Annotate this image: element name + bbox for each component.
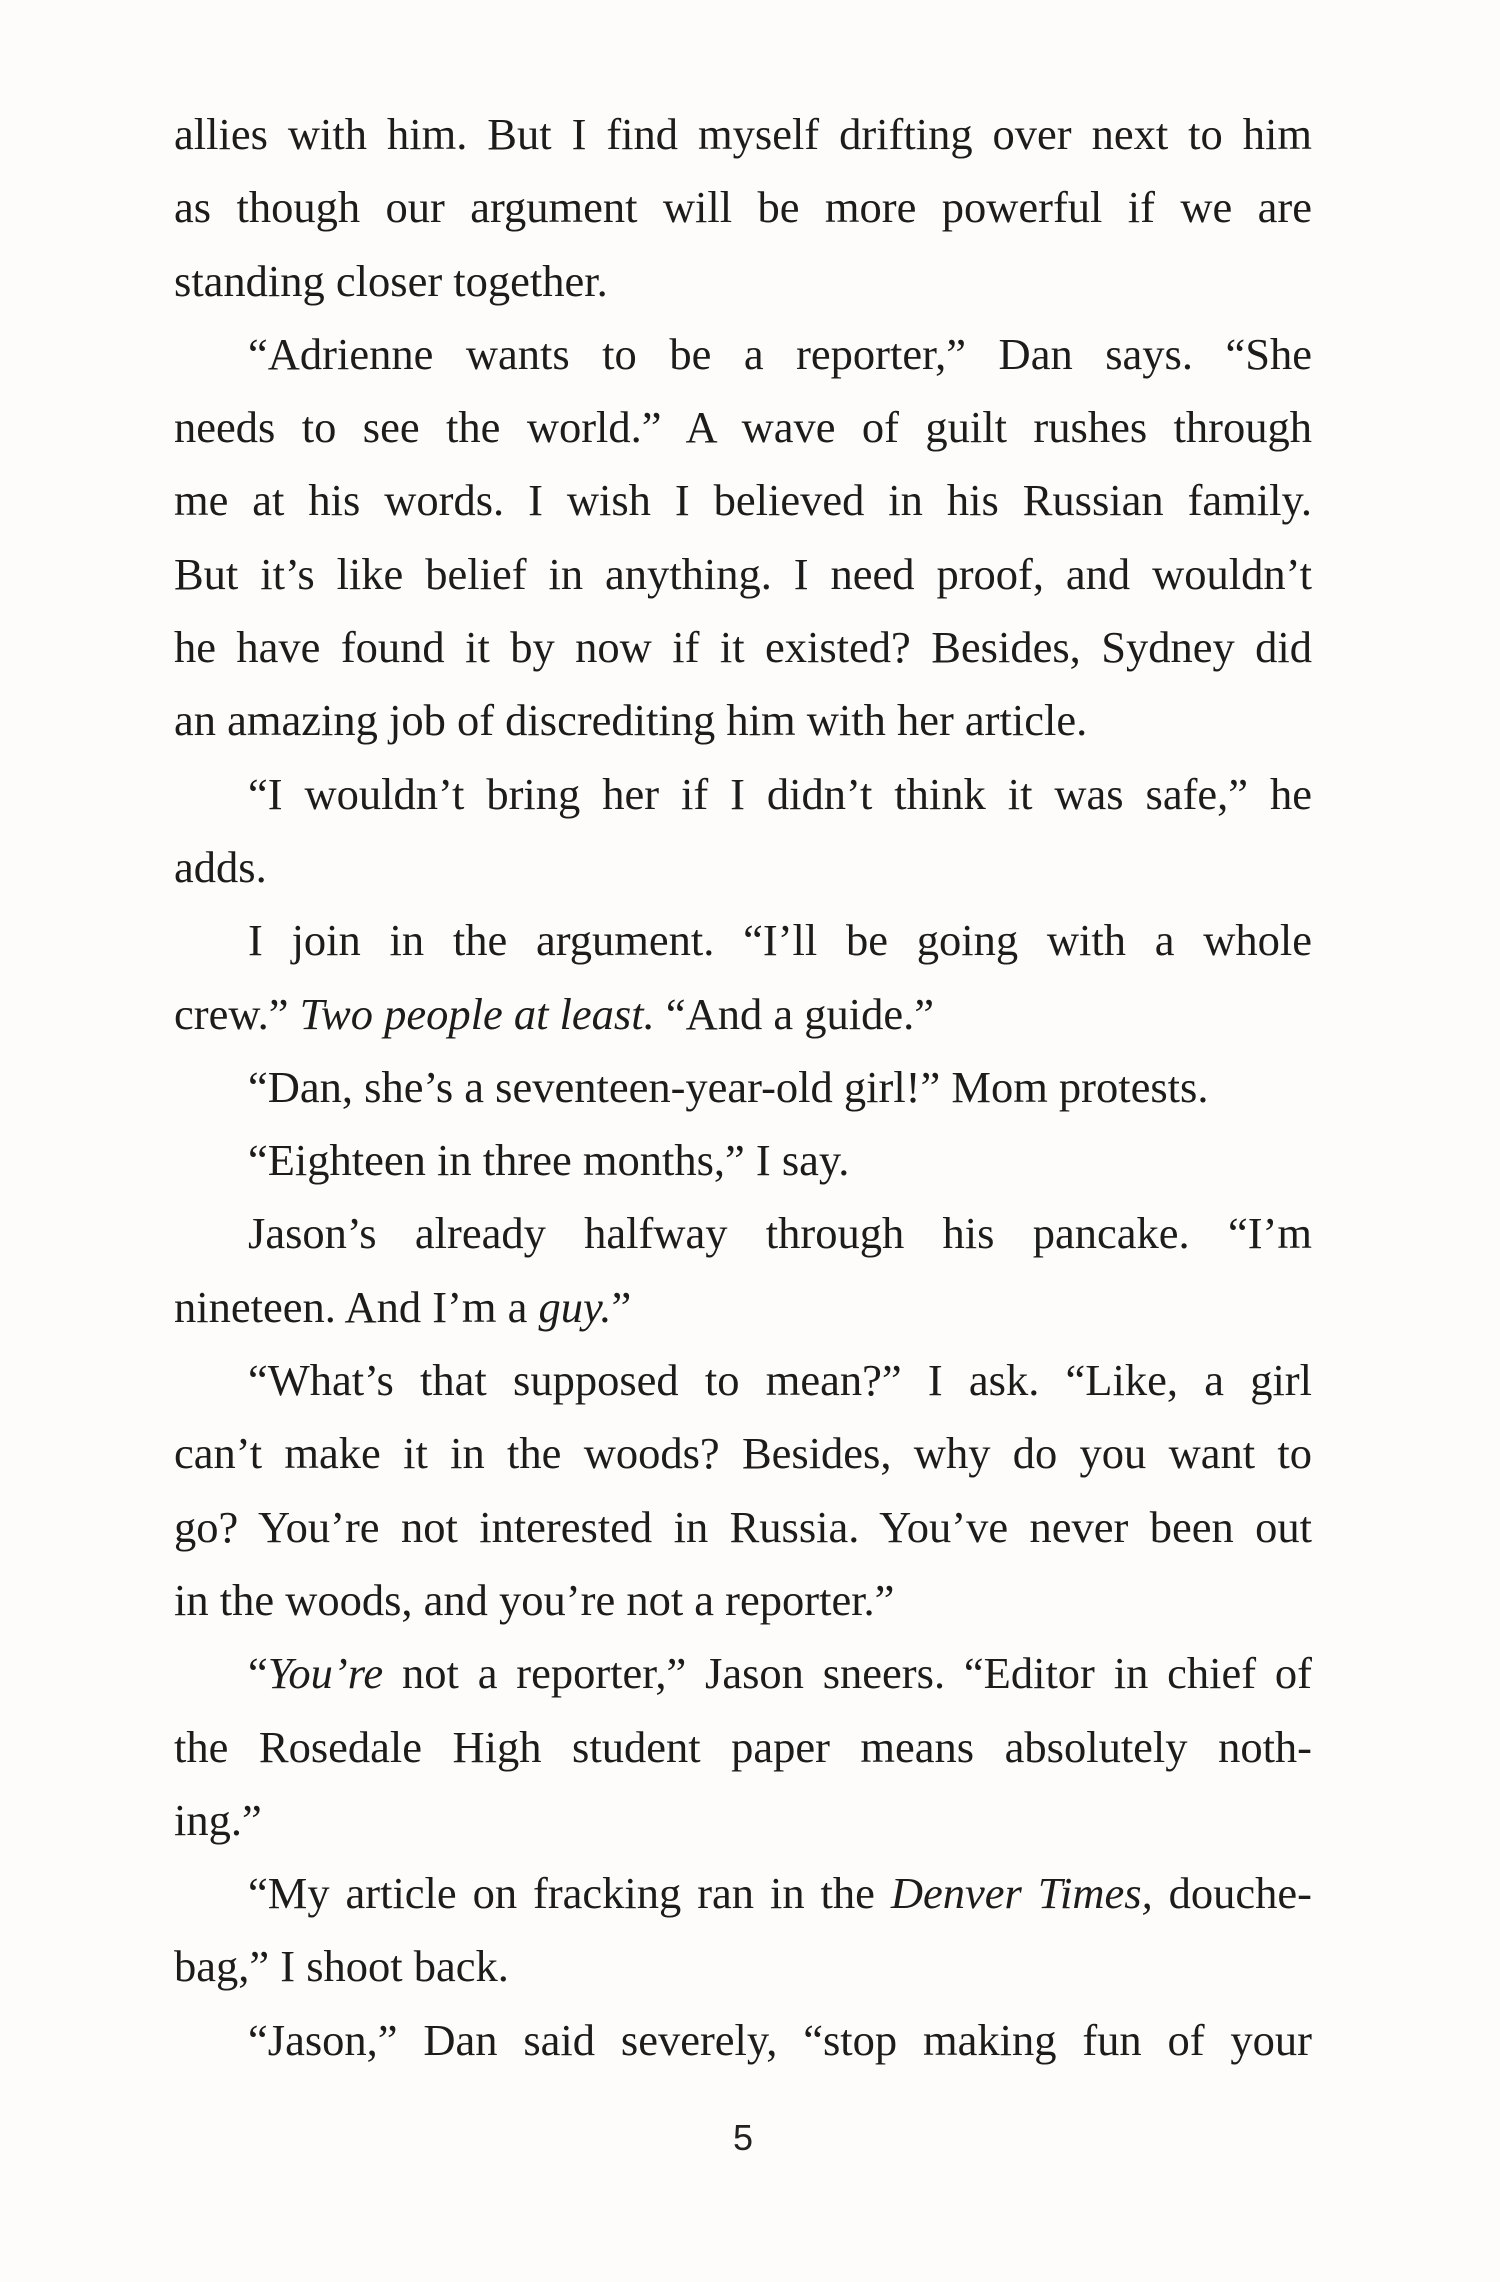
text-line xyxy=(174,1711,1312,1784)
text-line xyxy=(174,1930,1312,2003)
text-line-content xyxy=(174,538,1312,611)
text-line-content xyxy=(248,1637,1312,1710)
text-line xyxy=(174,758,1312,831)
text-line-content xyxy=(248,1857,1312,1930)
text-segment: not a reporter,” Jason sneers. “Editor in chief of xyxy=(383,1648,1312,1699)
text-line xyxy=(174,1051,1312,1124)
text-segment: But it’s like belief in anything. I need proof, and wouldn’t xyxy=(174,548,1312,599)
text-line-content xyxy=(248,1344,1312,1417)
text-segment: can’t make it in the woods? Besides, why do you want to xyxy=(174,1428,1312,1479)
text-line-content xyxy=(174,245,1312,318)
text-line xyxy=(174,391,1312,464)
text-line xyxy=(174,1784,1312,1857)
text-segment: go? You’re not interested in Russia. You’ve never been out xyxy=(174,1501,1312,1552)
text-segment: ing.” xyxy=(174,1794,262,1845)
text-line-content xyxy=(248,758,1312,831)
text-line xyxy=(174,98,1312,171)
text-line-content xyxy=(174,1711,1312,1784)
text-line xyxy=(174,684,1312,757)
text-line-content xyxy=(248,1197,1312,1270)
text-segment: “My article on fracking ran in the xyxy=(248,1868,891,1919)
text-line-content xyxy=(174,611,1312,684)
text-line xyxy=(174,1491,1312,1564)
text-segment: “Adrienne wants to be a reporter,” Dan says. “She xyxy=(248,328,1312,379)
text-line xyxy=(174,318,1312,391)
text-line-content xyxy=(174,831,1312,904)
italic-text: Two people at least. xyxy=(299,988,655,1039)
text-line xyxy=(174,1271,1312,1344)
text-segment: as though our argument will be more powerful if we are xyxy=(174,182,1312,233)
italic-text: Denver Times, xyxy=(890,1868,1153,1919)
text-segment: ” xyxy=(611,1281,632,1332)
text-segment: “What’s that supposed to mean?” I ask. “Like, a girl xyxy=(248,1355,1312,1406)
text-line-content xyxy=(248,904,1312,977)
text-line-content xyxy=(174,464,1312,537)
text-segment: adds. xyxy=(174,841,267,892)
text-segment: the Rosedale High student paper means absolutely noth- xyxy=(174,1721,1312,1772)
text-line xyxy=(174,538,1312,611)
italic-text: guy. xyxy=(538,1281,612,1332)
text-segment: he have found it by now if it existed? Besides, Sydney did xyxy=(174,622,1312,673)
text-line xyxy=(174,1197,1312,1270)
text-segment: I join in the argument. “I’ll be going with a whole xyxy=(248,915,1312,966)
text-line-content xyxy=(248,1124,1312,1197)
text-line xyxy=(174,2004,1312,2077)
text-line xyxy=(174,1637,1312,1710)
text-segment: “Jason,” Dan said severely, “stop making fun of your xyxy=(248,2014,1312,2065)
text-line-content xyxy=(174,171,1312,244)
text-line xyxy=(174,1124,1312,1197)
text-line-content xyxy=(174,1930,1312,2003)
text-line xyxy=(174,1564,1312,1637)
text-segment: allies with him. But I find myself drifting over next to him xyxy=(174,109,1312,159)
text-segment: Jason’s already halfway through his pancake. “I’m xyxy=(248,1208,1312,1259)
text-segment: standing closer together. xyxy=(174,255,608,306)
text-line-content xyxy=(174,391,1312,464)
text-segment: in the woods, and you’re not a reporter.” xyxy=(174,1574,895,1625)
text-segment: “And a guide.” xyxy=(654,988,934,1039)
text-line-content xyxy=(174,1271,1312,1344)
text-line xyxy=(174,1417,1312,1490)
text-line xyxy=(174,464,1312,537)
text-segment: an amazing job of discrediting him with her article. xyxy=(174,695,1088,746)
text-line-content xyxy=(248,2004,1312,2077)
text-line-content xyxy=(174,978,1312,1051)
text-line xyxy=(174,978,1312,1051)
text-segment: me at his words. I wish I believed in his Russian family. xyxy=(174,475,1312,526)
text-segment: crew.” xyxy=(174,988,300,1039)
text-line xyxy=(174,904,1312,977)
text-line-content xyxy=(248,318,1312,391)
text-line-content xyxy=(248,1051,1312,1124)
text-line xyxy=(174,831,1312,904)
text-line xyxy=(174,1857,1312,1930)
text-line-content xyxy=(174,1491,1312,1564)
text-line xyxy=(174,245,1312,318)
page-number: 5 xyxy=(732,2117,754,2158)
text-segment: “Eighteen in three months,” I say. xyxy=(248,1135,850,1186)
body-text xyxy=(174,98,1312,2077)
text-line-content xyxy=(174,1784,1312,1857)
text-line-content xyxy=(174,1564,1312,1637)
text-segment: needs to see the world.” A wave of guilt rushes through xyxy=(174,402,1312,453)
italic-text: You’re xyxy=(267,1648,384,1699)
text-line xyxy=(174,171,1312,244)
text-segment: “ xyxy=(248,1648,268,1699)
text-segment: douche- xyxy=(1152,1868,1312,1919)
text-line-content xyxy=(174,684,1312,757)
text-line-content xyxy=(174,1417,1312,1490)
text-segment: bag,” I shoot back. xyxy=(174,1941,509,1992)
text-line-content xyxy=(174,98,1312,171)
text-line xyxy=(174,611,1312,684)
text-segment: “Dan, she’s a seventeen-year-old girl!” Mom protests. xyxy=(248,1061,1209,1112)
text-segment: nineteen. And I’m a xyxy=(174,1281,539,1332)
text-line xyxy=(174,1344,1312,1417)
text-segment: “I wouldn’t bring her if I didn’t think it was safe,” he xyxy=(248,768,1312,819)
